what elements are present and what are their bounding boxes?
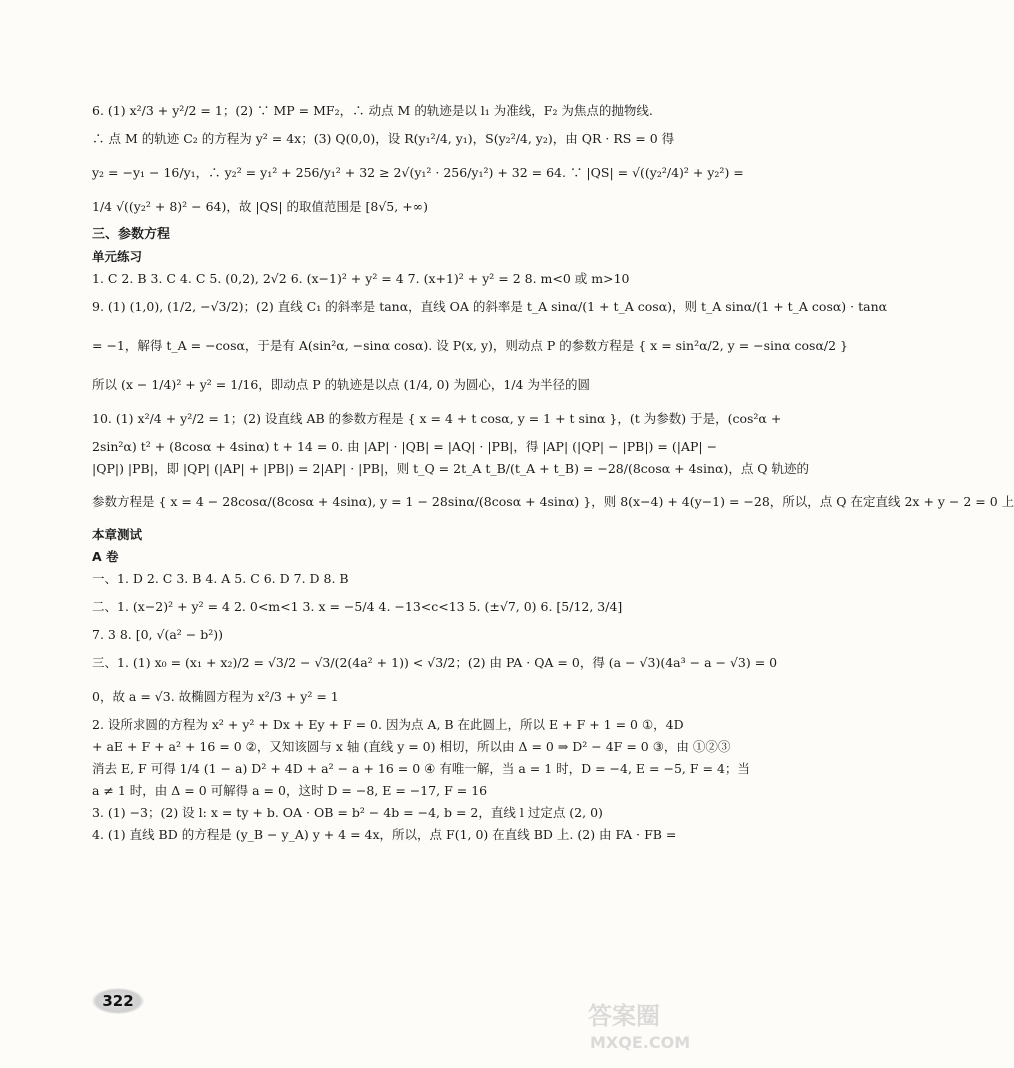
subsection-heading: 单元练习: [92, 248, 143, 264]
text-line: 10. (1) x²/4 + y²/2 = 1；(2) 设直线 AB 的参数方程是 { x = 4 + t cosα, y = 1 + t sinα }，(t 为参数) 于是，(cos²α +: [92, 410, 782, 426]
text-line: 2sin²α) t² + (8cosα + 4sinα) t + 14 = 0. 由 |AP| · |QB| = |AQ| · |PB|，得 |AP| (|QP| − |PB|) = (|AP| −: [92, 438, 718, 454]
text-line: 二、1. (x−2)² + y² = 4 2. 0<m<1 3. x = −5/4 4. −13<c<13 5. (±√7, 0) 6. [5/12, 3/4]: [92, 598, 623, 614]
text-line: 1/4 √((y₂² + 8)² − 64)，故 |QS| 的取值范围是 [8√5, +∞): [92, 198, 428, 214]
text-line: ∴ 点 M 的轨迹 C₂ 的方程为 y² = 4x；(3) Q(0,0)，设 R(y₁²/4, y₁)，S(y₂²/4, y₂)，由 QR · RS = 0 得: [92, 130, 675, 146]
text-line: y₂ = −y₁ − 16/y₁，∴ y₂² = y₁² + 256/y₁² + 32 ≥ 2√(y₁² · 256/y₁²) + 32 = 64. ∵ |QS| = √((y₂²/4)² + y₂²) =: [92, 164, 744, 180]
text-line: 三、1. (1) x₀ = (x₁ + x₂)/2 = √3/2 − √3/(2(4a² + 1)) < √3/2；(2) 由 PA · QA = 0，得 (a − √3)(4a³ − a − √3) = 0: [92, 654, 778, 670]
page-number: 322: [92, 988, 144, 1014]
volume-heading: A 卷: [92, 548, 119, 564]
text-line: 1. C 2. B 3. C 4. C 5. (0,2), 2√2 6. (x−1)² + y² = 4 7. (x+1)² + y² = 2 8. m<0 或 m>10: [92, 270, 630, 286]
text-line: 9. (1) (1,0), (1/2, −√3/2)；(2) 直线 C₁ 的斜率是 tanα，直线 OA 的斜率是 t_A sinα/(1 + t_A cosα)，则 t_A sinα/(1 + t_A cosα) · tanα: [92, 298, 888, 314]
text-line: 4. (1) 直线 BD 的方程是 (y_B − y_A) y + 4 = 4x，所以，点 F(1, 0) 在直线 BD 上. (2) 由 FA · FB =: [92, 826, 677, 842]
text-line: 消去 E, F 可得 1/4 (1 − a) D² + 4D + a² − a + 16 = 0 ④ 有唯一解，当 a = 1 时，D = −4, E = −5, F = 4；当: [92, 760, 750, 776]
text-line: 7. 3 8. [0, √(a² − b²)): [92, 626, 223, 642]
text-line: 参数方程是 { x = 4 − 28cosα/(8cosα + 4sinα), y = 1 − 28sinα/(8cosα + 4sinα) }，则 8(x−4) + 4(y−1) = −28，所以，点 Q 在定直线 2x + y − 2 = 0 上: [92, 493, 1014, 509]
text-line: + aE + F + a² + 16 = 0 ②，又知该圆与 x 轴 (直线 y = 0) 相切，所以由 Δ = 0 ⇒ D² − 4F = 0 ③，由 ①②③: [92, 738, 731, 754]
watermark-line1: 答案圈: [588, 1002, 660, 1030]
text-line: 0，故 a = √3. 故椭圆方程为 x²/3 + y² = 1: [92, 688, 339, 704]
watermark-logo: [582, 996, 732, 1054]
answer-text-block: [92, 100, 1014, 846]
text-line: 所以 (x − 1/4)² + y² = 1/16，即动点 P 的轨迹是以点 (1/4, 0) 为圆心，1/4 为半径的圆: [92, 376, 590, 392]
text-line: 2. 设所求圆的方程为 x² + y² + Dx + Ey + F = 0. 因为点 A, B 在此圆上，所以 E + F + 1 = 0 ①，4D: [92, 716, 684, 732]
text-line: 6. (1) x²/3 + y²/2 = 1；(2) ∵ MP = MF₂，∴ 动点 M 的轨迹是以 l₁ 为准线，F₂ 为焦点的抛物线.: [92, 102, 653, 118]
watermark-line2: MXQE.COM: [590, 1033, 691, 1052]
text-line: |QP|) |PB|，即 |QP| (|AP| + |PB|) = 2|AP| · |PB|，则 t_Q = 2t_A t_B/(t_A + t_B) = −28/(8cosα + 4sinα)，点 Q 轨迹的: [92, 460, 810, 476]
text-line: 一、1. D 2. C 3. B 4. A 5. C 6. D 7. D 8. B: [92, 570, 349, 586]
text-line: = −1，解得 t_A = −cosα，于是有 A(sin²α, −sinα cosα). 设 P(x, y)，则动点 P 的参数方程是 { x = sin²α/2, y = −sinα cosα/2 }: [92, 337, 848, 353]
text-line: 3. (1) −3；(2) 设 l: x = ty + b. OA · OB = b² − 4b = −4, b = 2，直线 l 过定点 (2, 0): [92, 804, 603, 820]
section-heading: 三、参数方程: [92, 227, 171, 243]
chapter-test-heading: 本章测试: [92, 526, 143, 542]
text-line: a ≠ 1 时，由 Δ = 0 可解得 a = 0，这时 D = −8, E = −17, F = 16: [92, 782, 488, 798]
